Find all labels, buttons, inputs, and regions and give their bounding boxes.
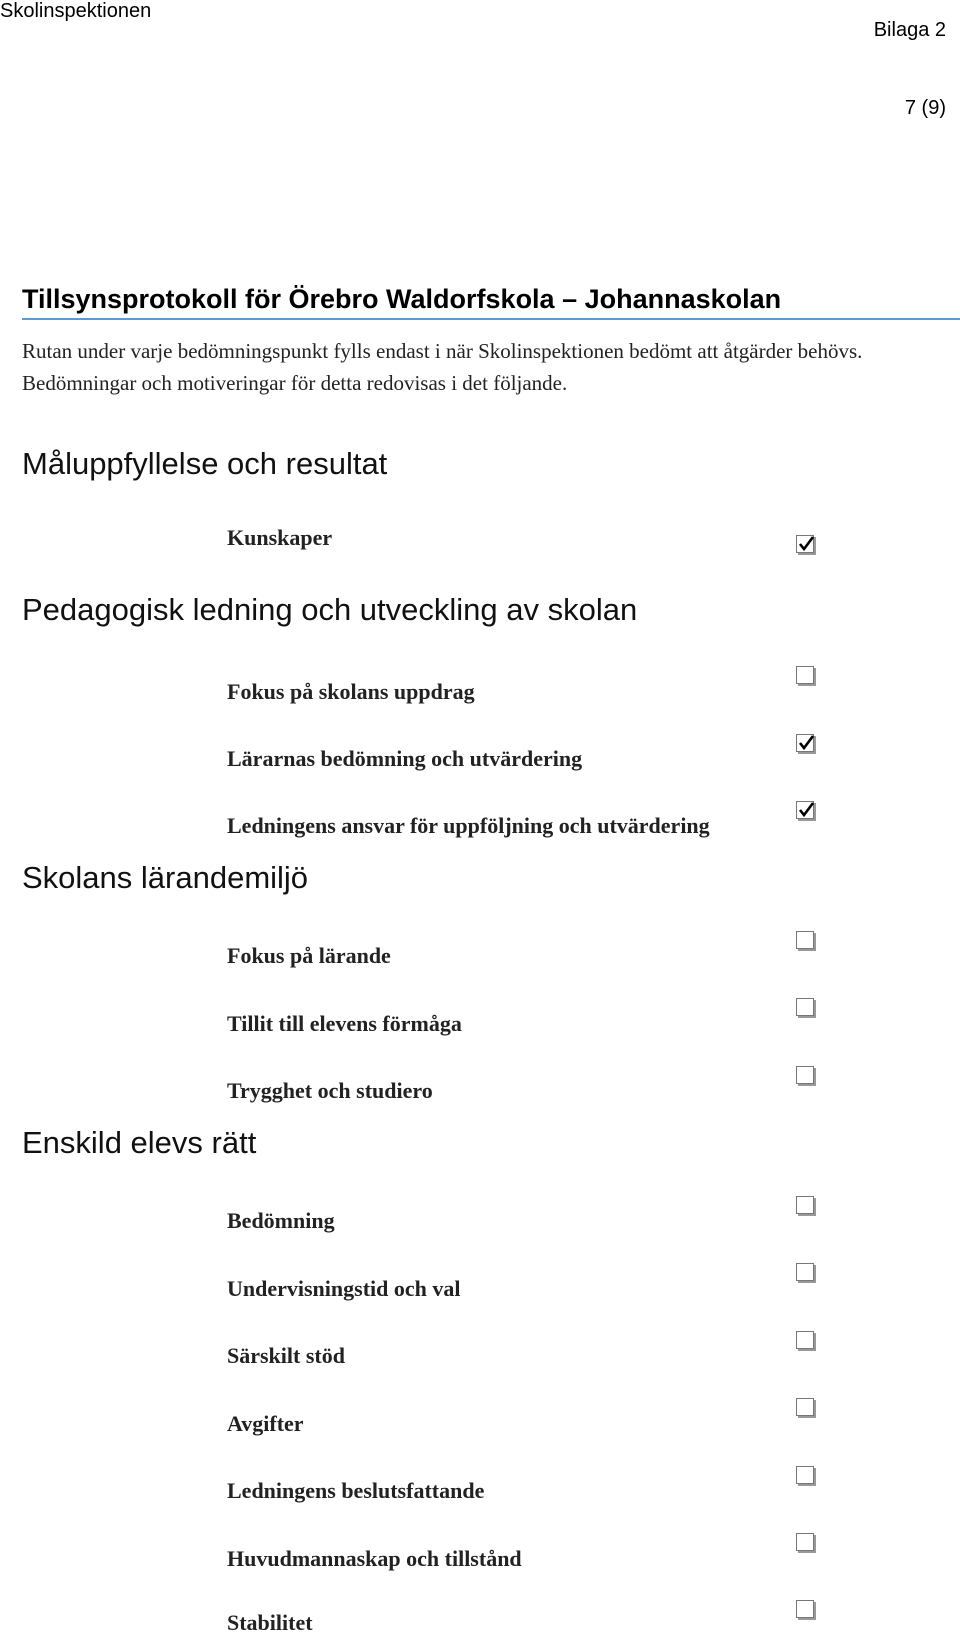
intro-paragraph: Rutan under varje bedömningspunkt fylls endast i när Skolinspektionen bedömt att åtgärder behövs. Bedömningar och motiveringar för detta redovisas i det följande. bbox=[22, 339, 863, 395]
item-label-trygghet: Trygghet och studiero bbox=[227, 1078, 433, 1103]
item-label-avgifter: Avgifter bbox=[227, 1411, 304, 1436]
item-label-lararnas-bedomning: Lärarnas bedömning och utvärdering bbox=[227, 746, 583, 771]
section-heading-enskild-elevs-ratt: Enskild elevs rätt bbox=[22, 1125, 257, 1160]
section-heading-pedagogisk-ledning: Pedagogisk ledning och utveckling av skolan bbox=[22, 592, 638, 627]
checkbox-ledningens-beslutsfattande[interactable] bbox=[796, 1466, 814, 1484]
checkmark-icon bbox=[798, 536, 814, 552]
checkbox-huvudmannaskap[interactable] bbox=[796, 1533, 814, 1551]
item-label-fokus-skolans-uppdrag: Fokus på skolans uppdrag bbox=[227, 679, 475, 704]
checkbox-avgifter[interactable] bbox=[796, 1398, 814, 1416]
item-label-sarskilt-stod: Särskilt stöd bbox=[227, 1343, 345, 1368]
item-label-tillit: Tillit till elevens förmåga bbox=[227, 1011, 462, 1036]
checkbox-bedomning[interactable] bbox=[796, 1196, 814, 1214]
title-underline bbox=[22, 318, 960, 320]
checkbox-kunskaper[interactable] bbox=[796, 535, 814, 553]
item-label-ledningens-ansvar: Ledningens ansvar för uppföljning och utvärdering bbox=[227, 813, 710, 838]
item-label-kunskaper: Kunskaper bbox=[227, 525, 333, 550]
checkbox-trygghet[interactable] bbox=[796, 1066, 814, 1084]
checkbox-fokus-larande[interactable] bbox=[796, 931, 814, 949]
checkbox-undervisningstid[interactable] bbox=[796, 1263, 814, 1281]
section-heading-maluppfyllelse: Måluppfyllelse och resultat bbox=[22, 446, 388, 481]
checkbox-fokus-skolans-uppdrag[interactable] bbox=[796, 666, 814, 684]
checkbox-tillit[interactable] bbox=[796, 998, 814, 1016]
item-label-undervisningstid: Undervisningstid och val bbox=[227, 1276, 461, 1301]
checkmark-icon bbox=[798, 735, 814, 751]
checkmark-icon bbox=[798, 802, 814, 818]
section-heading-larandemiljo: Skolans lärandemiljö bbox=[22, 860, 309, 895]
item-label-ledningens-beslutsfattande: Ledningens beslutsfattande bbox=[227, 1478, 485, 1503]
item-label-huvudmannaskap: Huvudmannaskap och tillstånd bbox=[227, 1546, 522, 1571]
item-label-stabilitet: Stabilitet bbox=[227, 1610, 313, 1635]
document-title: Tillsynsprotokoll för Örebro Waldorfskola – Johannaskolan bbox=[22, 284, 782, 314]
item-label-bedomning: Bedömning bbox=[227, 1208, 335, 1233]
header-organization: Skolinspektionen bbox=[0, 0, 152, 22]
page-number: 7 (9) bbox=[904, 97, 946, 119]
checkbox-ledningens-ansvar[interactable] bbox=[796, 801, 814, 819]
checkbox-lararnas-bedomning[interactable] bbox=[796, 734, 814, 752]
checkbox-sarskilt-stod[interactable] bbox=[796, 1331, 814, 1349]
item-label-fokus-larande: Fokus på lärande bbox=[227, 943, 391, 968]
header-appendix-label: Bilaga 2 bbox=[873, 19, 946, 41]
checkbox-stabilitet[interactable] bbox=[796, 1600, 814, 1618]
